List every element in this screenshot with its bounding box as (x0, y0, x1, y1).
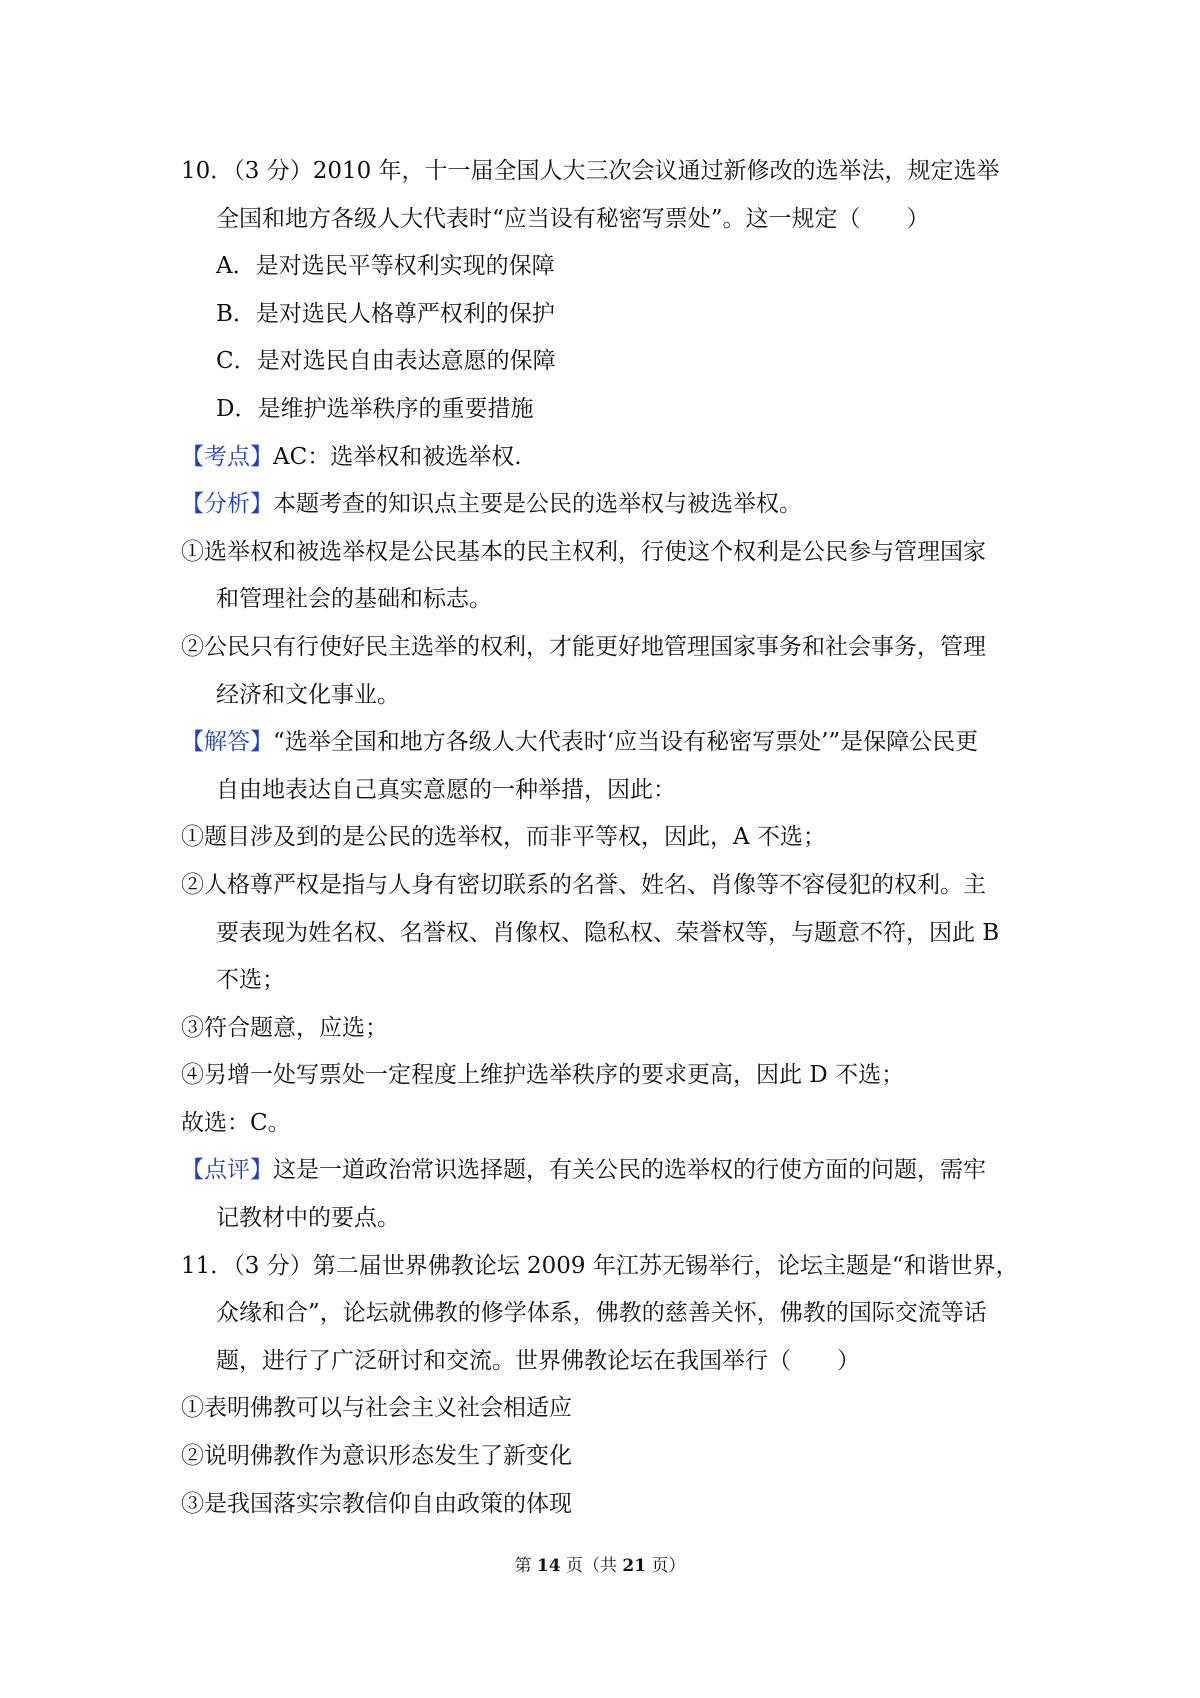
jieda-line1 (181, 719, 1031, 767)
fenxi-p1-line2: 和管理社会的基础和标志。 (216, 586, 492, 613)
jieda-tag: 【解答】 (181, 729, 273, 756)
footer-suffix: 页） (651, 1556, 686, 1576)
dianping-tag: 【点评】 (181, 1157, 273, 1184)
dianping-text: 这是一道政治常识选择题，有关公民的选举权的行使方面的问题，需牢 (273, 1157, 986, 1184)
q11-stem-line1: 11．（3 分）第二届世界佛教论坛 2009 年江苏无锡举行，论坛主题是“和谐世界， (181, 1252, 1019, 1279)
kaodian-tag: 【考点】 (181, 443, 273, 470)
footer-middle: 页（共 (566, 1556, 617, 1576)
footer-total-pages: 21 (622, 1556, 647, 1576)
jieda-text: “选举全国和地方各级人大代表时‘应当设有秘密写票处’”是保障公民更 (273, 729, 979, 756)
kaodian-text: AC：选举权和被选举权. (273, 443, 522, 470)
fenxi-p1-line1: ①选举权和被选举权是公民基本的民主权利，行使这个权利是公民参与管理国家 (181, 538, 986, 565)
page-footer (0, 1551, 1200, 1576)
fenxi-line (181, 481, 1031, 529)
fenxi-p2-line1: ②公民只有行使好民主选举的权利，才能更好地管理国家事务和社会事务，管理 (181, 633, 986, 660)
fenxi-p2-line2: 经济和文化事业。 (216, 681, 400, 708)
q10-option-c: C．是对选民自由表达意愿的保障 (216, 348, 556, 375)
fenxi-tag: 【分析】 (181, 491, 273, 518)
jieda-p3: ③符合题意，应选； (181, 1014, 388, 1041)
q11-stem-line3: 题，进行了广泛研讨和交流。世界佛教论坛在我国举行（ ） (216, 1347, 860, 1374)
q10-option-d: D．是维护选举秩序的重要措施 (216, 395, 534, 422)
fenxi-text: 本题考查的知识点主要是公民的选举权与被选举权。 (273, 491, 802, 518)
jieda-p4: ④另增一处写票处一定程度上维护选举秩序的要求更高，因此 D 不选； (181, 1062, 905, 1089)
dianping-line1 (181, 1147, 1031, 1195)
q10-option-a: A．是对选民平等权利实现的保障 (216, 253, 555, 280)
q11-item-2: ②说明佛教作为意识形态发生了新变化 (181, 1443, 572, 1470)
jieda-p2-line2: 要表现为姓名权、名誉权、肖像权、隐私权、荣誉权等，与题意不符，因此 B (216, 919, 1000, 946)
footer-page-number: 14 (536, 1556, 561, 1576)
q11-item-1: ①表明佛教可以与社会主义社会相适应 (181, 1395, 572, 1422)
page-content (181, 148, 1031, 1528)
footer-prefix: 第 (514, 1556, 532, 1576)
dianping-line2: 记教材中的要点。 (216, 1205, 400, 1232)
jieda-p1: ①题目涉及到的是公民的选举权，而非平等权，因此，A 不选； (181, 824, 826, 851)
q10-stem-line1: 10．（3 分）2010 年，十一届全国人大三次会议通过新修改的选举法，规定选举 (181, 158, 1000, 184)
q10-stem-line2: 全国和地方各级人大代表时“应当设有秘密写票处”。这一规定（ ） (216, 205, 930, 232)
kaodian-line (181, 434, 1031, 482)
jieda-line2: 自由地表达自己真实意愿的一种举措，因此： (216, 776, 676, 803)
answer-line: 故选：C。 (181, 1109, 291, 1136)
q10-option-b: B．是对选民人格尊严权利的保护 (216, 300, 555, 327)
jieda-p2-line1: ②人格尊严权是指与人身有密切联系的名誉、姓名、肖像等不容侵犯的权利。主 (181, 871, 986, 898)
q11-item-3: ③是我国落实宗教信仰自由政策的体现 (181, 1490, 572, 1517)
q11-stem-line2: 众缘和合”，论坛就佛教的修学体系，佛教的慈善关怀，佛教的国际交流等话 (216, 1300, 987, 1327)
jieda-p2-line3: 不选； (216, 967, 285, 994)
